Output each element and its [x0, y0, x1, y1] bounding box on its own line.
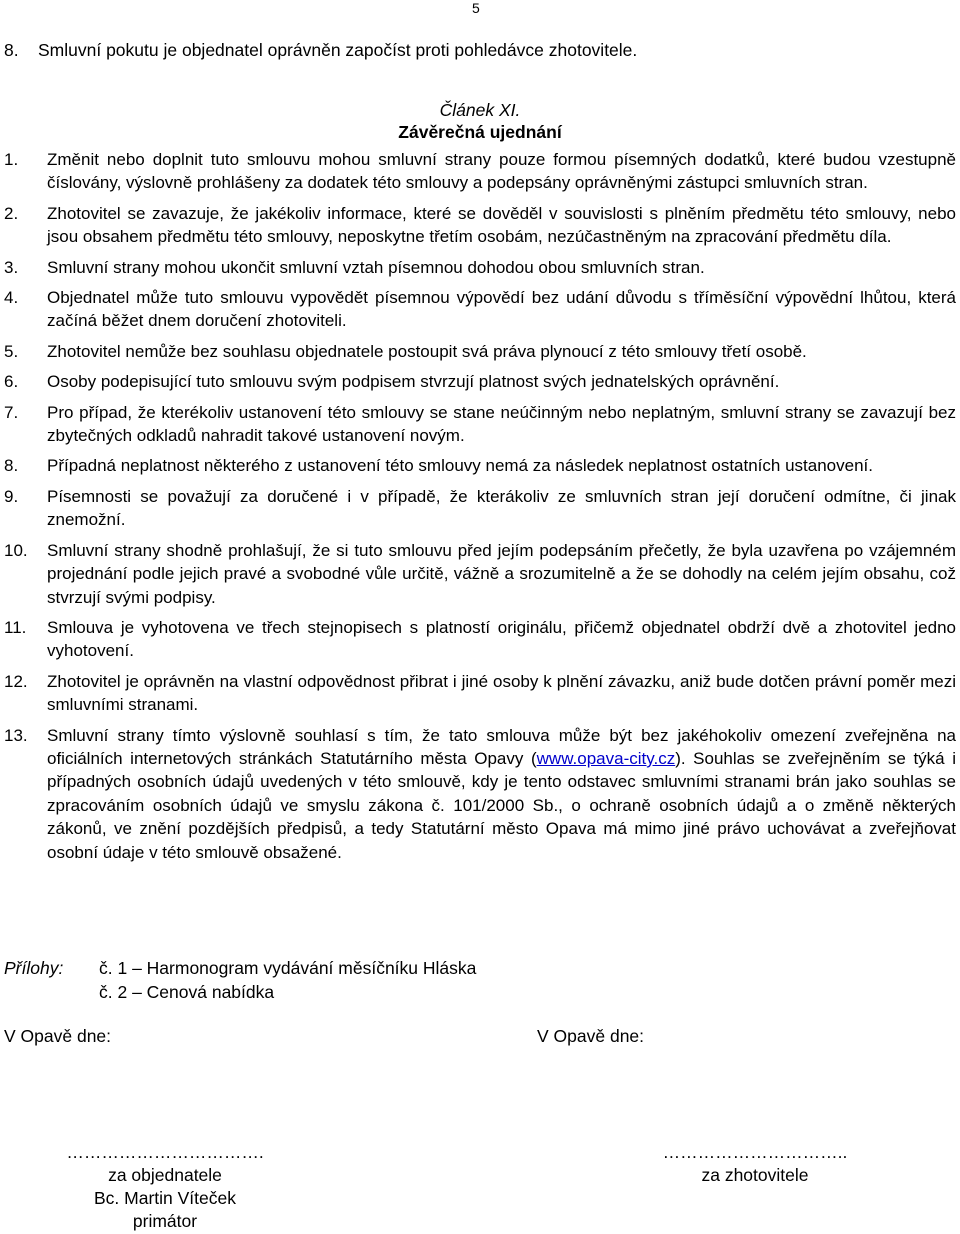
- item-number: 8.: [4, 40, 19, 60]
- clause-number: 13.: [4, 725, 28, 745]
- clause-number: 11.: [4, 617, 27, 637]
- clause-text-before: Smluvní strany tímto výslovně souhlasí s tím, že tato smlouva může být bez jakéhokoliv omezení zveřejněna na oficiálních internetových stránkách Statutárního města Opavy (: [47, 725, 956, 768]
- clause-text-after: ). Souhlas se zveřejněním se týká i případných osobních údajů uvedených v této smlouvě, kdy je tento odstavec smluvními stranami brán jako souhlas se zpracováním osobních údajů ve smyslu zákona č. 101/2000 Sb., o ochraně osobních údajů a o změně některých zákonů, ve znění pozdějších předpisů, a tedy Statutární město Opava má mimo jiné právo uchovávat a zveřejňovat osobní údaje v této smlouvě obsažené.: [47, 748, 956, 862]
- clause-text: Objednatel může tuto smlouvu vypovědět písemnou výpovědí bez udání důvodu s tříměsíční výpovědní lhůtou, která začíná běžet dnem doručení zhotoviteli.: [47, 288, 956, 331]
- clause-text: Zhotovitel nemůže bez souhlasu objednatele postoupit svá práva plynoucí z této smlouvy třetí osobě.: [47, 341, 807, 361]
- clause-text: Písemnosti se považují za doručené i v případě, že kterákoliv ze smluvních stran její doručení odmítne, či jinak znemožní.: [47, 486, 956, 530]
- article-number: Článek XI.: [439, 100, 521, 120]
- clause-text: Smluvní strany shodně prohlašují, že si tuto smlouvu před jejím podepsáním přečetly, že byla uzavřena po vzájemném projednání podle jejich pravé a svobodné vůle určitě, vážně a srozumitelně a že se dohodly na celém jejím obsahu, což stvrzují svými podpisy.: [47, 540, 956, 607]
- clause-7: [4, 401, 956, 448]
- clause-8: [4, 454, 956, 477]
- signatory-role: za objednatele: [108, 1165, 222, 1185]
- clause-text: Zhotovitel se zavazuje, že jakékoliv informace, které se dověděl v souvislosti s plněním předmětu této smlouvy, nebo jsou obsahem předmětu této smlouvy, neposkytne třetím osobám, nezúčastněným na zpracování předmětu díla.: [47, 203, 956, 247]
- clause-9: [4, 485, 956, 532]
- attachment-1: č. 1 – Harmonogram vydávání měsíčníku Hláska: [99, 958, 477, 978]
- clause-text: Změnit nebo doplnit tuto smlouvu mohou smluvní strany pouze formou písemných dodatků, které budou vzestupně číslovány, výslovně prohlášeny za dodatek této smlouvy a podepsány oprávněnými zástupci smluvních stran.: [47, 150, 956, 193]
- signatory-role: za zhotovitele: [701, 1165, 809, 1185]
- clause-text: Smlouva je vyhotovena ve třech stejnopisech s platností originálu, přičemž objednatel obdrží dvě a zhotovitel jedno vyhotovení.: [47, 617, 956, 661]
- clause-11: [4, 616, 956, 663]
- signatory-name: Bc. Martin Víteček: [94, 1188, 236, 1208]
- clause-4: [4, 286, 956, 333]
- clause-number: 10.: [4, 540, 28, 560]
- clause-text: Smluvní strany mohou ukončit smluvní vztah písemnou dohodou obou smluvních stran.: [47, 257, 705, 277]
- clause-number: 12.: [4, 671, 28, 691]
- clause-text: Zhotovitel je oprávněn na vlastní odpovědnost přibrat i jiné osoby k plnění závazku, aniž bude dotčen právní poměr mezi smluvními stranami.: [47, 671, 956, 715]
- clause-6: [4, 370, 956, 393]
- clause-number: 5.: [4, 341, 19, 361]
- clause-12: [4, 670, 956, 717]
- signature-block-contractor: [590, 1141, 920, 1187]
- page-number: 5: [472, 0, 480, 16]
- article-title: Závěrečná ujednání: [398, 122, 562, 142]
- previous-section-item: [4, 40, 637, 61]
- signature-line: …………………………..: [662, 1142, 848, 1162]
- clause-1: [4, 148, 956, 195]
- clause-list: [4, 148, 956, 871]
- clause-number: 8.: [4, 456, 19, 476]
- clause-text: Případná neplatnost některého z ustanovení této smlouvy nemá za následek neplatnost ostatních ustanovení.: [47, 456, 873, 476]
- signatory-title: primátor: [132, 1211, 198, 1231]
- item-text: Smluvní pokutu je objednatel oprávněn započíst proti pohledávce zhotovitele.: [38, 40, 638, 60]
- clause-3: [4, 256, 956, 279]
- attachments-label: Přílohy:: [4, 958, 64, 978]
- clause-13: [4, 724, 956, 864]
- clause-text: Pro případ, že kterékoliv ustanovení této smlouvy se stane neúčinným nebo neplatným, smluvní strany se zavazují bez zbytečných odkladů nahradit takové ustanovení novým.: [47, 402, 956, 446]
- signature-place-left: V Opavě dne:: [4, 1026, 112, 1046]
- clause-number: 9.: [4, 486, 19, 506]
- website-link[interactable]: www.opava-city.cz: [536, 748, 676, 768]
- attachment-2: č. 2 – Cenová nabídka: [99, 982, 275, 1002]
- signature-line: …………………………….: [66, 1142, 264, 1162]
- clause-2: [4, 202, 956, 249]
- clause-number: 2.: [4, 203, 19, 223]
- clause-10: [4, 539, 956, 609]
- clause-5: [4, 340, 956, 363]
- clause-number: 6.: [4, 372, 19, 392]
- signature-place-right: V Opavě dne:: [537, 1026, 645, 1046]
- clause-number: 1.: [4, 150, 19, 169]
- signature-block-client: [40, 1141, 290, 1233]
- clause-number: 7.: [4, 402, 19, 422]
- clause-text: Osoby podepisující tuto smlouvu svým podpisem stvrzují platnost svých jednatelských oprávnění.: [47, 372, 780, 392]
- clause-number: 4.: [4, 288, 19, 308]
- clause-number: 3.: [4, 257, 19, 277]
